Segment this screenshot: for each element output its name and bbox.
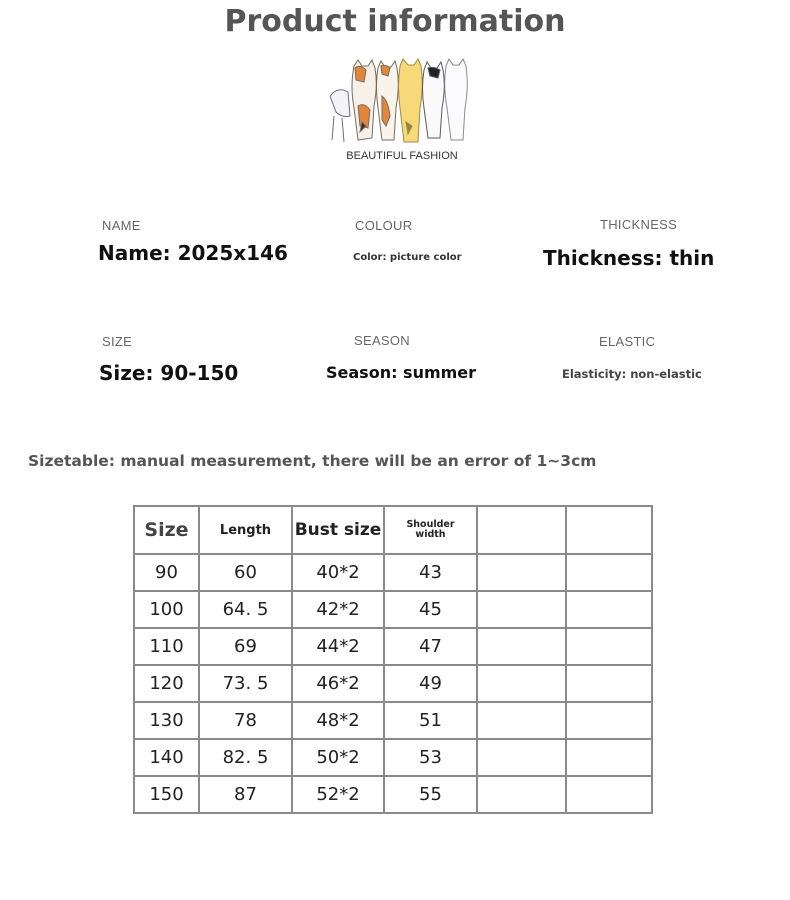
table-cell: 46*2	[292, 665, 384, 702]
table-cell	[566, 776, 652, 813]
table-cell	[477, 554, 566, 591]
table-cell: 45	[384, 591, 477, 628]
header-length: Length	[199, 506, 292, 554]
table-row	[134, 665, 652, 702]
size-caption: SIZE	[102, 334, 133, 349]
table-cell: 48*2	[292, 702, 384, 739]
table-header-row	[134, 506, 652, 554]
table-cell: 64. 5	[199, 591, 292, 628]
header-bust-size: Bust size	[292, 506, 384, 554]
table-cell	[477, 739, 566, 776]
header-empty-2	[566, 506, 652, 554]
table-row	[134, 776, 652, 813]
colour-value: Color: picture color	[353, 252, 462, 263]
table-cell: 42*2	[292, 591, 384, 628]
elastic-value: Elasticity: non-elastic	[562, 367, 702, 381]
table-cell: 110	[134, 628, 199, 665]
table-cell	[477, 665, 566, 702]
table-cell	[566, 665, 652, 702]
thickness-caption: THICKNESS	[600, 217, 678, 232]
table-cell: 49	[384, 665, 477, 702]
table-cell: 69	[199, 628, 292, 665]
table-cell: 140	[134, 739, 199, 776]
elastic-caption: ELASTIC	[599, 334, 656, 349]
page-title: Product information	[224, 4, 566, 39]
season-value: Season: summer	[326, 363, 477, 382]
sizetable-note: Sizetable: manual measurement, there will be an error of 1~3cm	[28, 452, 597, 470]
table-cell	[566, 628, 652, 665]
size-table	[133, 505, 653, 814]
table-cell: 60	[199, 554, 292, 591]
header-shoulder-width-text: Shoulder width	[406, 519, 455, 540]
size-value: Size: 90-150	[99, 361, 239, 385]
season-caption: SEASON	[354, 333, 410, 348]
table-row	[134, 628, 652, 665]
header-empty-1	[477, 506, 566, 554]
thickness-value: Thickness: thin	[543, 246, 715, 270]
colour-caption: COLOUR	[355, 218, 413, 233]
table-cell: 150	[134, 776, 199, 813]
table-cell: 55	[384, 776, 477, 813]
table-cell	[477, 702, 566, 739]
table-row	[134, 739, 652, 776]
table-cell: 53	[384, 739, 477, 776]
table-cell	[566, 702, 652, 739]
table-row	[134, 591, 652, 628]
table-cell: 52*2	[292, 776, 384, 813]
table-cell: 130	[134, 702, 199, 739]
table-cell: 100	[134, 591, 199, 628]
table-cell	[566, 554, 652, 591]
table-row	[134, 702, 652, 739]
table-cell: 47	[384, 628, 477, 665]
table-cell: 51	[384, 702, 477, 739]
table-cell: 43	[384, 554, 477, 591]
table-cell: 90	[134, 554, 199, 591]
table-cell	[477, 591, 566, 628]
table-cell: 78	[199, 702, 292, 739]
table-row	[134, 554, 652, 591]
header-shoulder-width	[384, 506, 477, 554]
table-cell: 44*2	[292, 628, 384, 665]
table-cell: 82. 5	[199, 739, 292, 776]
name-caption: NAME	[102, 218, 141, 233]
header-size: Size	[134, 506, 199, 554]
table-cell: 40*2	[292, 554, 384, 591]
table-cell	[566, 591, 652, 628]
table-cell	[477, 628, 566, 665]
logo-text: BEAUTIFUL FASHION	[346, 150, 458, 162]
table-cell: 87	[199, 776, 292, 813]
table-cell	[566, 739, 652, 776]
table-cell: 50*2	[292, 739, 384, 776]
name-value: Name: 2025x146	[98, 241, 288, 265]
table-cell: 120	[134, 665, 199, 702]
table-cell	[477, 776, 566, 813]
table-cell: 73. 5	[199, 665, 292, 702]
